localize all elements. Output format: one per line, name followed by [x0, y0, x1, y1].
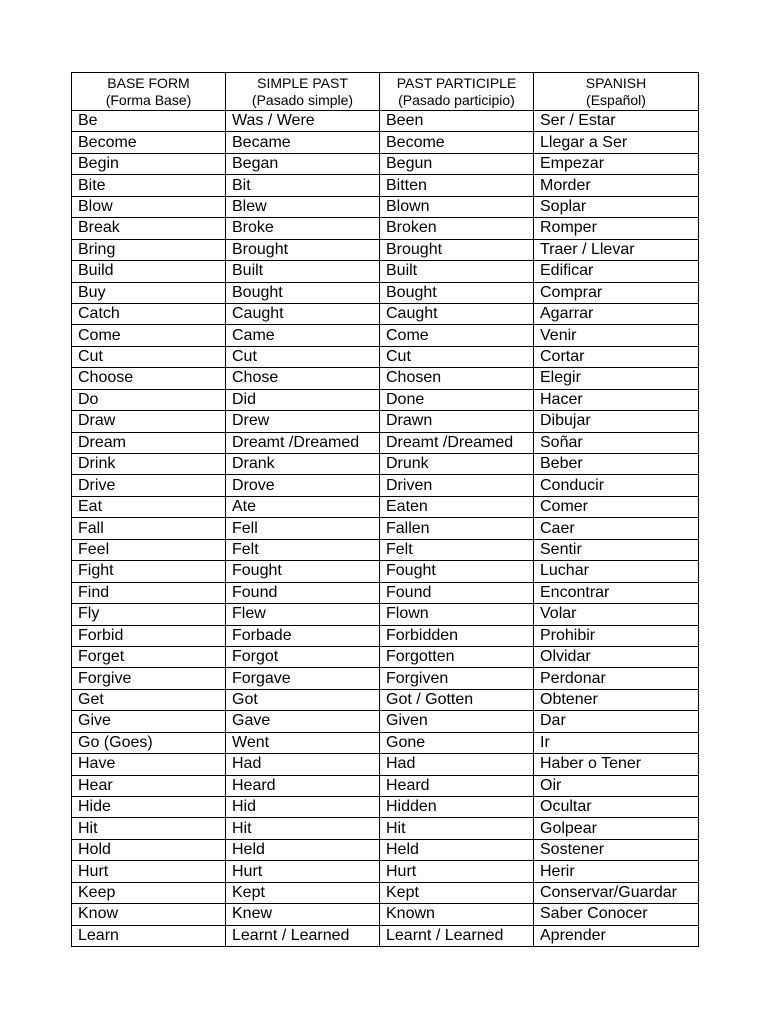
base-form-cell: Forbid	[72, 625, 226, 646]
spanish-cell: Encontrar	[534, 582, 699, 603]
simple-past-cell: Came	[226, 325, 380, 346]
table-row	[72, 711, 699, 732]
base-form-cell: Draw	[72, 411, 226, 432]
past-participle-cell: Got / Gotten	[380, 689, 534, 710]
table-row	[72, 496, 699, 517]
past-participle-cell: Hit	[380, 818, 534, 839]
table-row	[72, 218, 699, 239]
header-base-form	[72, 73, 226, 111]
table-row	[72, 818, 699, 839]
past-participle-cell: Caught	[380, 303, 534, 324]
spanish-cell: Saber Conocer	[534, 904, 699, 925]
table-row	[72, 925, 699, 946]
base-form-cell: Catch	[72, 303, 226, 324]
base-form-cell: Eat	[72, 496, 226, 517]
past-participle-cell: Been	[380, 111, 534, 132]
table-row	[72, 411, 699, 432]
past-participle-cell: Known	[380, 904, 534, 925]
table-row	[72, 239, 699, 260]
simple-past-cell: Forgave	[226, 668, 380, 689]
spanish-cell: Herir	[534, 861, 699, 882]
base-form-cell: Learn	[72, 925, 226, 946]
spanish-cell: Caer	[534, 518, 699, 539]
past-participle-cell: Chosen	[380, 368, 534, 389]
base-form-cell: Cut	[72, 346, 226, 367]
base-form-cell: Bite	[72, 175, 226, 196]
spanish-cell: Conservar/Guardar	[534, 882, 699, 903]
base-form-cell: Dream	[72, 432, 226, 453]
simple-past-cell: Bit	[226, 175, 380, 196]
table-row	[72, 111, 699, 132]
past-participle-cell: Drunk	[380, 454, 534, 475]
table-row	[72, 582, 699, 603]
table-row	[72, 797, 699, 818]
spanish-cell: Edificar	[534, 261, 699, 282]
header-row	[72, 73, 699, 111]
table-row	[72, 303, 699, 324]
base-form-cell: Fly	[72, 604, 226, 625]
table-row	[72, 882, 699, 903]
spanish-cell: Dibujar	[534, 411, 699, 432]
base-form-cell: Come	[72, 325, 226, 346]
base-form-cell: Hide	[72, 797, 226, 818]
simple-past-cell: Heard	[226, 775, 380, 796]
past-participle-cell: Cut	[380, 346, 534, 367]
base-form-cell: Have	[72, 754, 226, 775]
simple-past-cell: Went	[226, 732, 380, 753]
base-form-cell: Buy	[72, 282, 226, 303]
past-participle-cell: Come	[380, 325, 534, 346]
base-form-cell: Be	[72, 111, 226, 132]
simple-past-cell: Built	[226, 261, 380, 282]
spanish-cell: Golpear	[534, 818, 699, 839]
spanish-cell: Empezar	[534, 153, 699, 174]
table-header	[72, 73, 699, 111]
simple-past-cell: Had	[226, 754, 380, 775]
past-participle-cell: Felt	[380, 539, 534, 560]
base-form-cell: Become	[72, 132, 226, 153]
simple-past-cell: Found	[226, 582, 380, 603]
table-row	[72, 646, 699, 667]
base-form-cell: Go (Goes)	[72, 732, 226, 753]
simple-past-cell: Drank	[226, 454, 380, 475]
table-row	[72, 389, 699, 410]
table-row	[72, 604, 699, 625]
base-form-cell: Feel	[72, 539, 226, 560]
spanish-cell: Olvidar	[534, 646, 699, 667]
spanish-cell: Sentir	[534, 539, 699, 560]
table-row	[72, 454, 699, 475]
header-base-form-title: BASE FORM	[107, 75, 190, 91]
table-row	[72, 282, 699, 303]
past-participle-cell: Dreamt /Dreamed	[380, 432, 534, 453]
header-simple-past-subtitle: (Pasado simple)	[251, 92, 354, 108]
spanish-cell: Llegar a Ser	[534, 132, 699, 153]
spanish-cell: Ir	[534, 732, 699, 753]
simple-past-cell: Brought	[226, 239, 380, 260]
base-form-cell: Hit	[72, 818, 226, 839]
table-row	[72, 132, 699, 153]
past-participle-cell: Learnt / Learned	[380, 925, 534, 946]
spanish-cell: Comprar	[534, 282, 699, 303]
simple-past-cell: Bought	[226, 282, 380, 303]
simple-past-cell: Forbade	[226, 625, 380, 646]
simple-past-cell: Fell	[226, 518, 380, 539]
base-form-cell: Build	[72, 261, 226, 282]
past-participle-cell: Heard	[380, 775, 534, 796]
table-row	[72, 625, 699, 646]
simple-past-cell: Ate	[226, 496, 380, 517]
base-form-cell: Get	[72, 689, 226, 710]
spanish-cell: Hacer	[534, 389, 699, 410]
simple-past-cell: Flew	[226, 604, 380, 625]
spanish-cell: Elegir	[534, 368, 699, 389]
simple-past-cell: Knew	[226, 904, 380, 925]
table-row	[72, 346, 699, 367]
table-row	[72, 668, 699, 689]
past-participle-cell: Flown	[380, 604, 534, 625]
simple-past-cell: Drove	[226, 475, 380, 496]
table-row	[72, 368, 699, 389]
table-row	[72, 861, 699, 882]
simple-past-cell: Got	[226, 689, 380, 710]
past-participle-cell: Broken	[380, 218, 534, 239]
past-participle-cell: Kept	[380, 882, 534, 903]
past-participle-cell: Bitten	[380, 175, 534, 196]
simple-past-cell: Hit	[226, 818, 380, 839]
base-form-cell: Give	[72, 711, 226, 732]
past-participle-cell: Forbidden	[380, 625, 534, 646]
spanish-cell: Venir	[534, 325, 699, 346]
simple-past-cell: Began	[226, 153, 380, 174]
spanish-cell: Ocultar	[534, 797, 699, 818]
past-participle-cell: Become	[380, 132, 534, 153]
base-form-cell: Hear	[72, 775, 226, 796]
base-form-cell: Hurt	[72, 861, 226, 882]
header-spanish	[534, 73, 699, 111]
table-row	[72, 261, 699, 282]
past-participle-cell: Drawn	[380, 411, 534, 432]
base-form-cell: Forgive	[72, 668, 226, 689]
past-participle-cell: Held	[380, 839, 534, 860]
spanish-cell: Perdonar	[534, 668, 699, 689]
table-row	[72, 518, 699, 539]
table-row	[72, 775, 699, 796]
base-form-cell: Blow	[72, 196, 226, 217]
spanish-cell: Romper	[534, 218, 699, 239]
simple-past-cell: Caught	[226, 303, 380, 324]
table-row	[72, 153, 699, 174]
simple-past-cell: Did	[226, 389, 380, 410]
table-row	[72, 754, 699, 775]
simple-past-cell: Hid	[226, 797, 380, 818]
header-past-participle-subtitle: (Pasado participio)	[398, 92, 515, 108]
spanish-cell: Soñar	[534, 432, 699, 453]
spanish-cell: Sostener	[534, 839, 699, 860]
simple-past-cell: Learnt / Learned	[226, 925, 380, 946]
table-row	[72, 325, 699, 346]
simple-past-cell: Forgot	[226, 646, 380, 667]
base-form-cell: Bring	[72, 239, 226, 260]
table-row	[72, 689, 699, 710]
past-participle-cell: Driven	[380, 475, 534, 496]
spanish-cell: Obtener	[534, 689, 699, 710]
irregular-verbs-table	[71, 72, 699, 947]
spanish-cell: Aprender	[534, 925, 699, 946]
simple-past-cell: Hurt	[226, 861, 380, 882]
past-participle-cell: Forgiven	[380, 668, 534, 689]
spanish-cell: Prohibir	[534, 625, 699, 646]
table-row	[72, 904, 699, 925]
spanish-cell: Conducir	[534, 475, 699, 496]
past-participle-cell: Fought	[380, 561, 534, 582]
table-row	[72, 175, 699, 196]
spanish-cell: Cortar	[534, 346, 699, 367]
past-participle-cell: Fallen	[380, 518, 534, 539]
simple-past-cell: Held	[226, 839, 380, 860]
past-participle-cell: Hurt	[380, 861, 534, 882]
header-past-participle-title: PAST PARTICIPLE	[396, 75, 517, 91]
past-participle-cell: Hidden	[380, 797, 534, 818]
simple-past-cell: Chose	[226, 368, 380, 389]
header-simple-past-title: SIMPLE PAST	[257, 75, 348, 91]
base-form-cell: Drive	[72, 475, 226, 496]
table-row	[72, 432, 699, 453]
base-form-cell: Find	[72, 582, 226, 603]
spanish-cell: Comer	[534, 496, 699, 517]
base-form-cell: Do	[72, 389, 226, 410]
simple-past-cell: Became	[226, 132, 380, 153]
spanish-cell: Soplar	[534, 196, 699, 217]
simple-past-cell: Fought	[226, 561, 380, 582]
spanish-cell: Oir	[534, 775, 699, 796]
simple-past-cell: Gave	[226, 711, 380, 732]
past-participle-cell: Forgotten	[380, 646, 534, 667]
header-spanish-subtitle: (Español)	[586, 92, 646, 108]
spanish-cell: Ser / Estar	[534, 111, 699, 132]
table-row	[72, 561, 699, 582]
past-participle-cell: Built	[380, 261, 534, 282]
spanish-cell: Traer / Llevar	[534, 239, 699, 260]
past-participle-cell: Bought	[380, 282, 534, 303]
base-form-cell: Keep	[72, 882, 226, 903]
simple-past-cell: Was / Were	[226, 111, 380, 132]
simple-past-cell: Kept	[226, 882, 380, 903]
table-row	[72, 732, 699, 753]
base-form-cell: Choose	[72, 368, 226, 389]
table-row	[72, 539, 699, 560]
header-past-participle	[380, 73, 534, 111]
base-form-cell: Hold	[72, 839, 226, 860]
base-form-cell: Begin	[72, 153, 226, 174]
spanish-cell: Haber o Tener	[534, 754, 699, 775]
spanish-cell: Agarrar	[534, 303, 699, 324]
past-participle-cell: Given	[380, 711, 534, 732]
base-form-cell: Drink	[72, 454, 226, 475]
spanish-cell: Beber	[534, 454, 699, 475]
spanish-cell: Volar	[534, 604, 699, 625]
table-row	[72, 475, 699, 496]
past-participle-cell: Found	[380, 582, 534, 603]
header-simple-past	[226, 73, 380, 111]
table-row	[72, 839, 699, 860]
simple-past-cell: Cut	[226, 346, 380, 367]
past-participle-cell: Gone	[380, 732, 534, 753]
past-participle-cell: Done	[380, 389, 534, 410]
simple-past-cell: Drew	[226, 411, 380, 432]
base-form-cell: Break	[72, 218, 226, 239]
base-form-cell: Fight	[72, 561, 226, 582]
spanish-cell: Luchar	[534, 561, 699, 582]
simple-past-cell: Broke	[226, 218, 380, 239]
past-participle-cell: Begun	[380, 153, 534, 174]
header-spanish-title: SPANISH	[585, 75, 647, 91]
header-base-form-subtitle: (Forma Base)	[105, 92, 192, 108]
spanish-cell: Morder	[534, 175, 699, 196]
past-participle-cell: Brought	[380, 239, 534, 260]
base-form-cell: Forget	[72, 646, 226, 667]
past-participle-cell: Eaten	[380, 496, 534, 517]
simple-past-cell: Dreamt /Dreamed	[226, 432, 380, 453]
simple-past-cell: Felt	[226, 539, 380, 560]
table-row	[72, 196, 699, 217]
base-form-cell: Know	[72, 904, 226, 925]
base-form-cell: Fall	[72, 518, 226, 539]
past-participle-cell: Blown	[380, 196, 534, 217]
spanish-cell: Dar	[534, 711, 699, 732]
past-participle-cell: Had	[380, 754, 534, 775]
table-body	[72, 111, 699, 947]
simple-past-cell: Blew	[226, 196, 380, 217]
